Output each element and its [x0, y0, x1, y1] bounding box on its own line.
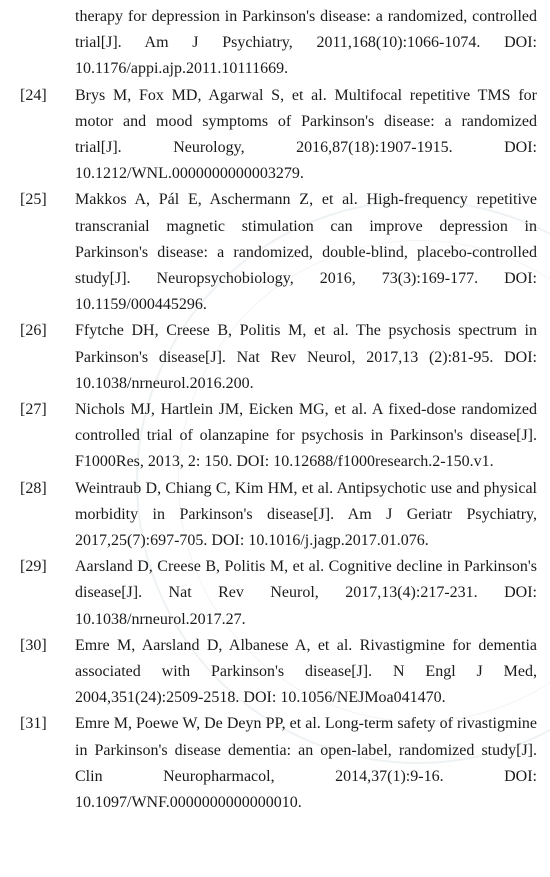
- reference-number: [24]: [20, 86, 47, 104]
- reference-item-25: [0, 187, 540, 318]
- reference-text: Aarsland D, Creese B, Politis M, et al. Cognitive decline in Parkinson's disease[J]. Nat Rev Neurol, 2017,13(4):217-231. DOI: 10.1038/nrneurol.2017.27.: [75, 558, 537, 628]
- reference-text: therapy for depression in Parkinson's disease: a randomized, controlled trial[J]. Am J Psychiatry, 2011,168(10):1066-1074. DOI: 10.1176/appi.ajp.2011.10111669.: [75, 8, 537, 78]
- reference-list: [0, 4, 540, 816]
- reference-number: [27]: [20, 401, 47, 419]
- reference-text: Brys M, Fox MD, Agarwal S, et al. Multifocal repetitive TMS for motor and mood symptoms of Parkinson's disease: a randomized trial[J]. Neurology, 2016,87(18):1907-1915. DOI: 10.1212/WNL.0000000000003279.: [75, 86, 537, 183]
- reference-item-24: [0, 83, 540, 188]
- reference-item-26: [0, 318, 540, 397]
- reference-number: [28]: [20, 479, 47, 497]
- reference-continuation: [0, 4, 540, 83]
- reference-text: Makkos A, Pál E, Aschermann Z, et al. High-frequency repetitive transcranial magnetic stimulation can improve depression in Parkinson's disease: a randomized, double-blind, placebo-controlled study[J]. Neuropsychobiology, 2016, 73(3):169-177. DOI: 10.1159/000445296.: [75, 191, 537, 314]
- reference-text: Emre M, Aarsland D, Albanese A, et al. Rivastigmine for dementia associated with Parkinson's disease[J]. N Engl J Med, 2004,351(24):2509-2518. DOI: 10.1056/NEJMoa041470.: [75, 636, 537, 707]
- reference-text: Weintraub D, Chiang C, Kim HM, et al. Antipsychotic use and physical morbidity in Parkinson's disease[J]. Am J Geriatr Psychiatry, 2017,25(7):697-705. DOI: 10.1016/j.jagp.2017.01.076.: [75, 479, 537, 550]
- reference-item-28: [0, 476, 540, 555]
- reference-text: Ffytche DH, Creese B, Politis M, et al. The psychosis spectrum in Parkinson's disease[J]. Nat Rev Neurol, 2017,13 (2):81-95. DOI: 10.1038/nrneurol.2016.200.: [75, 322, 537, 392]
- reference-item-29: [0, 554, 540, 633]
- reference-number: [25]: [20, 191, 47, 209]
- reference-item-30: [0, 633, 540, 712]
- reference-number: [26]: [20, 322, 47, 340]
- reference-number: [31]: [20, 715, 47, 733]
- reference-number: [29]: [20, 558, 47, 576]
- reference-item-27: [0, 397, 540, 476]
- reference-text: Nichols MJ, Hartlein JM, Eicken MG, et al. A fixed-dose randomized controlled trial of olanzapine for psychosis in Parkinson's disease[J]. F1000Res, 2013, 2: 150. DOI: 10.12688/f1000research.2-150.v1.: [75, 401, 537, 471]
- reference-text: Emre M, Poewe W, De Deyn PP, et al. Long-term safety of rivastigmine in Parkinson's disease dementia: an open-label, randomized study[J]. Clin Neuropharmacol, 2014,37(1):9-16. DOI: 10.1097/WNF.0000000000000010.: [75, 715, 537, 812]
- reference-item-31: [0, 711, 540, 816]
- reference-number: [30]: [20, 636, 47, 654]
